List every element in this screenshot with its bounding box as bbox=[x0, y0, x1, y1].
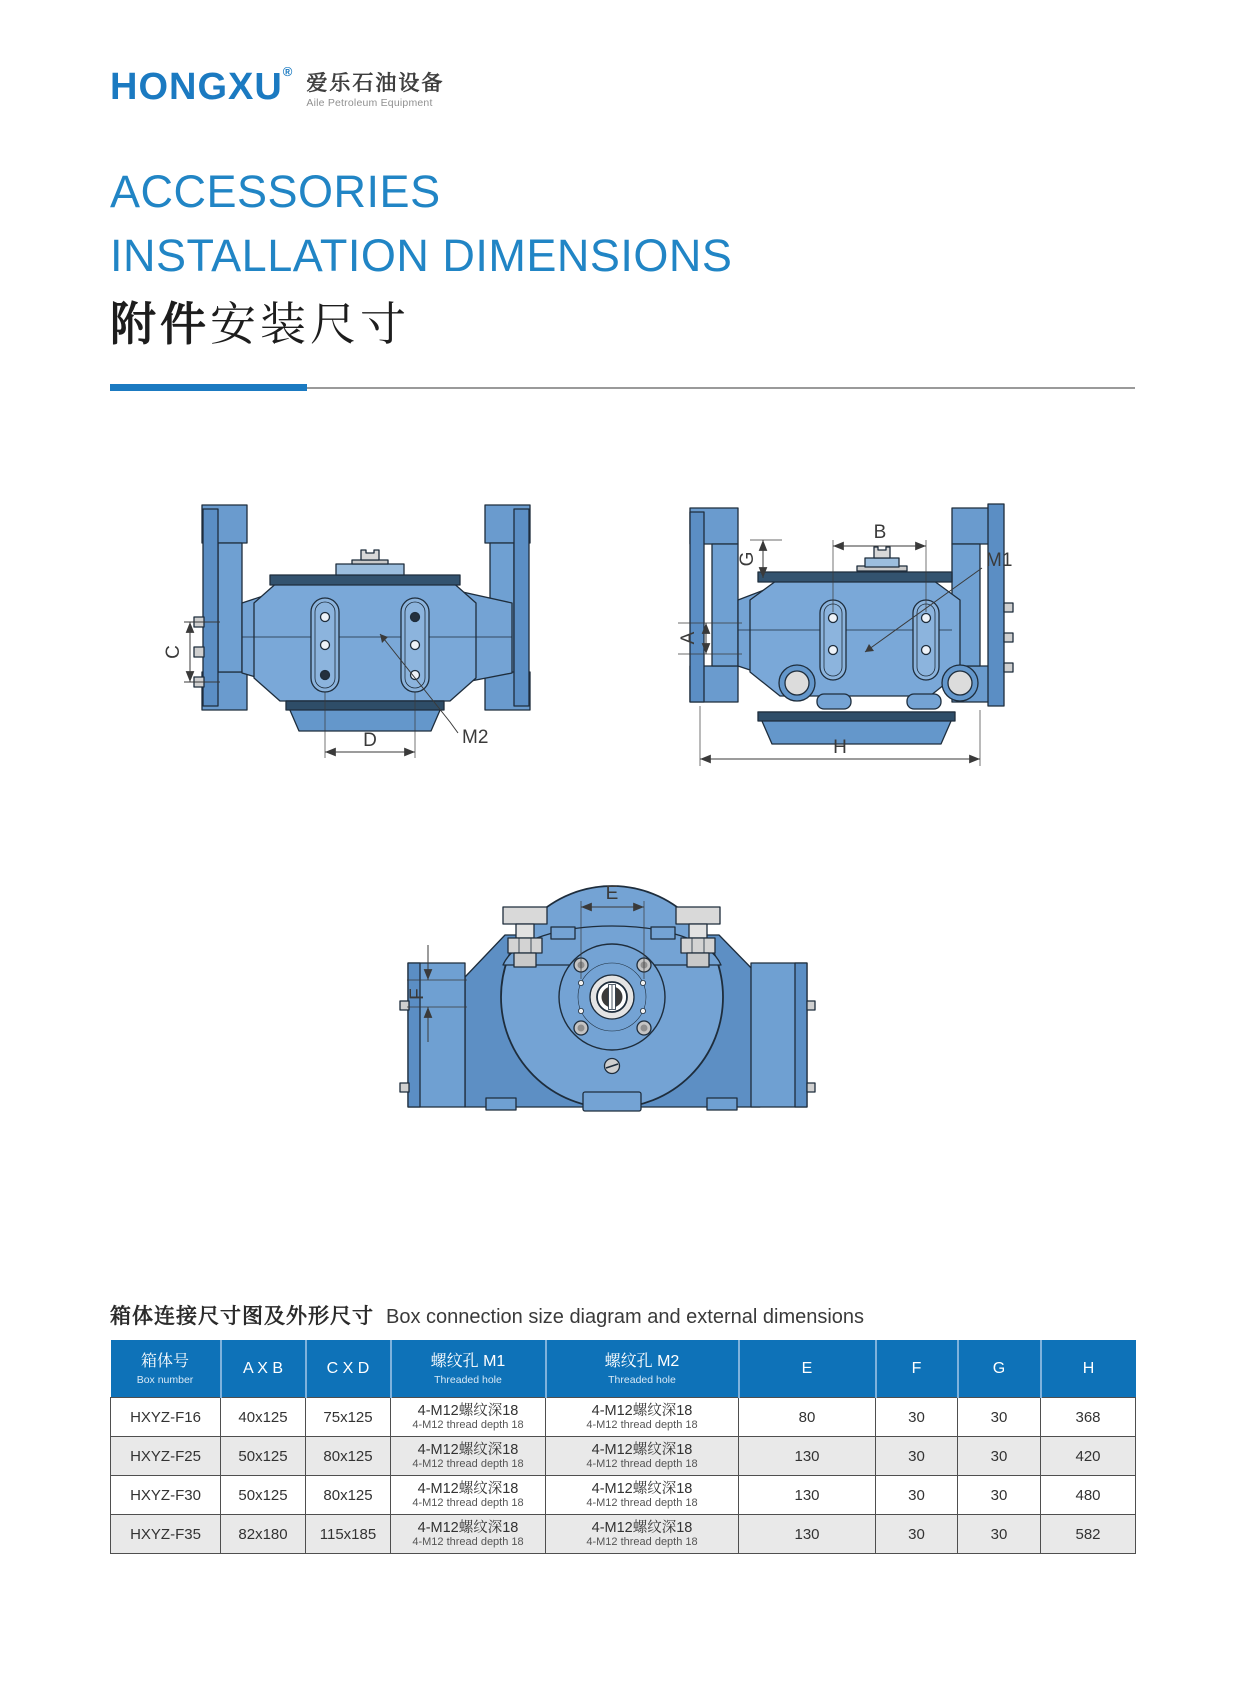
top-shaft-stub bbox=[361, 550, 379, 560]
logo-subtitle-group bbox=[306, 68, 444, 109]
logo-english-name: Aile Petroleum Equipment bbox=[306, 97, 433, 110]
cell-m1 bbox=[391, 1398, 546, 1437]
cxd-value: 115x185 bbox=[319, 1525, 377, 1543]
h-value: 582 bbox=[1075, 1525, 1101, 1543]
table-row bbox=[111, 1476, 1136, 1515]
flange-bolt bbox=[1004, 663, 1013, 672]
table-header-row bbox=[111, 1340, 1136, 1398]
axb-value: 50x125 bbox=[238, 1486, 288, 1504]
m2-chinese: 4-M12螺纹深18 bbox=[591, 1480, 693, 1497]
flange-bolt bbox=[400, 1001, 409, 1010]
logo-chinese-name: 爱乐石油设备 bbox=[306, 72, 445, 95]
header-f: F bbox=[876, 1340, 958, 1398]
cell-m2 bbox=[546, 1515, 739, 1554]
flange-bolt bbox=[807, 1001, 815, 1010]
page-title-chinese bbox=[110, 297, 1140, 352]
cell-h bbox=[1041, 1515, 1136, 1554]
cell-box-number bbox=[111, 1515, 221, 1554]
cell-m1 bbox=[391, 1476, 546, 1515]
flange-bolt bbox=[1004, 603, 1013, 612]
header-g: G bbox=[958, 1340, 1041, 1398]
page-title-cn-rest: 安装尺寸 bbox=[210, 297, 410, 350]
logo-wordmark-group bbox=[110, 64, 293, 108]
drawing-side-view-left bbox=[140, 465, 560, 765]
f-value: 30 bbox=[908, 1525, 925, 1543]
cell-e bbox=[739, 1437, 876, 1476]
dim-label-c: C bbox=[163, 645, 184, 659]
cell-axb bbox=[221, 1515, 306, 1554]
flange-bolt bbox=[400, 1083, 409, 1092]
table-row bbox=[111, 1437, 1136, 1476]
cell-m2 bbox=[546, 1398, 739, 1437]
logo-wordmark: HONGXU bbox=[110, 66, 283, 108]
m2-chinese: 4-M12螺纹深18 bbox=[591, 1441, 693, 1458]
m1-chinese: 4-M12螺纹深18 bbox=[417, 1441, 519, 1458]
table-caption bbox=[110, 1300, 864, 1330]
spec-table-container bbox=[110, 1340, 1135, 1554]
e-value: 130 bbox=[794, 1447, 820, 1465]
cell-m1 bbox=[391, 1515, 546, 1554]
m2-english: 4-M12 thread depth 18 bbox=[586, 1497, 698, 1510]
page-title-english bbox=[110, 160, 1140, 289]
cell-m2 bbox=[546, 1437, 739, 1476]
cell-f bbox=[876, 1515, 958, 1554]
box-number-value: HXYZ-F30 bbox=[130, 1486, 201, 1504]
title-block bbox=[110, 160, 1140, 352]
cell-m2 bbox=[546, 1476, 739, 1515]
box-number-value: HXYZ-F25 bbox=[130, 1447, 201, 1465]
cell-cxd bbox=[306, 1437, 391, 1476]
cell-axb bbox=[221, 1476, 306, 1515]
nameplate bbox=[583, 1092, 641, 1111]
cell-f bbox=[876, 1437, 958, 1476]
cell-box-number bbox=[111, 1476, 221, 1515]
cell-g bbox=[958, 1398, 1041, 1437]
m1-english: 4-M12 thread depth 18 bbox=[412, 1497, 524, 1510]
dim-label-d: D bbox=[363, 730, 377, 751]
g-value: 30 bbox=[990, 1447, 1008, 1465]
header-axb: A X B bbox=[221, 1340, 306, 1398]
header-e: E bbox=[739, 1340, 876, 1398]
f-value: 30 bbox=[908, 1408, 925, 1426]
cell-h bbox=[1041, 1476, 1136, 1515]
dim-label-e: E bbox=[605, 883, 619, 904]
axb-value: 50x125 bbox=[238, 1447, 288, 1465]
dim-label-b: B bbox=[873, 522, 887, 543]
gearbox-body-right-view bbox=[690, 504, 1013, 744]
header-h: H bbox=[1041, 1340, 1136, 1398]
m2-chinese: 4-M12螺纹深18 bbox=[591, 1519, 693, 1536]
header-box-number: 箱体号 Box number bbox=[111, 1340, 221, 1398]
header-m2: 螺纹孔 M2 Threaded hole bbox=[546, 1340, 739, 1398]
drawing-front-view bbox=[355, 815, 815, 1115]
cxd-value: 80x125 bbox=[323, 1486, 373, 1504]
cell-box-number bbox=[111, 1437, 221, 1476]
gearbox-body-left-view bbox=[194, 505, 530, 731]
dim-label-g: G bbox=[737, 551, 758, 567]
output-shaft-hub bbox=[590, 975, 634, 1019]
spec-table bbox=[110, 1340, 1136, 1554]
m2-english: 4-M12 thread depth 18 bbox=[586, 1419, 698, 1432]
m1-english: 4-M12 thread depth 18 bbox=[412, 1419, 524, 1432]
axb-value: 82x180 bbox=[238, 1525, 288, 1543]
top-shaft-stub bbox=[874, 547, 890, 558]
cell-g bbox=[958, 1437, 1041, 1476]
cell-box-number bbox=[111, 1398, 221, 1437]
cell-g bbox=[958, 1515, 1041, 1554]
cxd-value: 75x125 bbox=[323, 1408, 373, 1426]
cell-e bbox=[739, 1398, 876, 1437]
dim-label-f: F bbox=[407, 988, 428, 1000]
cell-g bbox=[958, 1476, 1041, 1515]
drawing-side-view-right bbox=[630, 460, 1060, 790]
h-value: 368 bbox=[1075, 1408, 1101, 1426]
header-cxd: C X D bbox=[306, 1340, 391, 1398]
h-value: 420 bbox=[1075, 1447, 1101, 1465]
cell-e bbox=[739, 1515, 876, 1554]
axb-value: 40x125 bbox=[238, 1408, 288, 1426]
box-number-value: HXYZ-F16 bbox=[130, 1408, 201, 1426]
table-row bbox=[111, 1398, 1136, 1437]
table-caption-chinese: 箱体连接尺寸图及外形尺寸 bbox=[110, 1305, 374, 1328]
g-value: 30 bbox=[990, 1486, 1008, 1504]
m1-english: 4-M12 thread depth 18 bbox=[412, 1458, 524, 1471]
g-value: 30 bbox=[990, 1408, 1008, 1426]
m1-chinese: 4-M12螺纹深18 bbox=[417, 1402, 519, 1419]
page-title-line1: ACCESSORIES bbox=[110, 166, 441, 217]
f-value: 30 bbox=[908, 1486, 925, 1504]
brand-logo bbox=[110, 64, 445, 110]
m2-chinese: 4-M12螺纹深18 bbox=[591, 1402, 693, 1419]
cell-h bbox=[1041, 1437, 1136, 1476]
m2-english: 4-M12 thread depth 18 bbox=[586, 1536, 698, 1549]
cell-m1 bbox=[391, 1437, 546, 1476]
m2-english: 4-M12 thread depth 18 bbox=[586, 1458, 698, 1471]
cell-h bbox=[1041, 1398, 1136, 1437]
dim-label-m1: M1 bbox=[986, 550, 1013, 571]
flange-bolt bbox=[807, 1083, 815, 1092]
flange-bolt bbox=[194, 647, 204, 657]
spec-table-body bbox=[111, 1398, 1136, 1554]
cell-cxd bbox=[306, 1515, 391, 1554]
dim-label-m2: M2 bbox=[462, 727, 489, 748]
separator-accent bbox=[110, 384, 307, 391]
cell-f bbox=[876, 1476, 958, 1515]
m1-chinese: 4-M12螺纹深18 bbox=[417, 1480, 519, 1497]
box-number-value: HXYZ-F35 bbox=[130, 1525, 201, 1543]
m1-english: 4-M12 thread depth 18 bbox=[412, 1536, 524, 1549]
cxd-value: 80x125 bbox=[323, 1447, 373, 1465]
cell-e bbox=[739, 1476, 876, 1515]
e-value: 130 bbox=[794, 1525, 820, 1543]
header-m1: 螺纹孔 M1 Threaded hole bbox=[391, 1340, 546, 1398]
dim-label-a: A bbox=[678, 631, 699, 645]
table-row bbox=[111, 1515, 1136, 1554]
page-title-line2: INSTALLATION DIMENSIONS bbox=[110, 230, 733, 282]
g-value: 30 bbox=[990, 1525, 1008, 1543]
flange-bolt bbox=[1004, 633, 1013, 642]
f-value: 30 bbox=[908, 1447, 925, 1465]
page-title-cn-bold: 附件 bbox=[110, 297, 210, 350]
table-caption-english: Box connection size diagram and external dimensions bbox=[386, 1306, 865, 1328]
cell-cxd bbox=[306, 1398, 391, 1437]
e-value: 130 bbox=[794, 1486, 820, 1504]
e-value: 80 bbox=[798, 1408, 816, 1426]
cell-axb bbox=[221, 1398, 306, 1437]
cell-cxd bbox=[306, 1476, 391, 1515]
cell-axb bbox=[221, 1437, 306, 1476]
gearbox-body-front-view bbox=[400, 886, 815, 1111]
registered-trademark-icon: ® bbox=[282, 64, 293, 79]
dim-label-h: H bbox=[833, 737, 847, 758]
title-separator bbox=[110, 384, 1135, 391]
cell-f bbox=[876, 1398, 958, 1437]
m1-chinese: 4-M12螺纹深18 bbox=[417, 1519, 519, 1536]
h-value: 480 bbox=[1075, 1486, 1101, 1504]
